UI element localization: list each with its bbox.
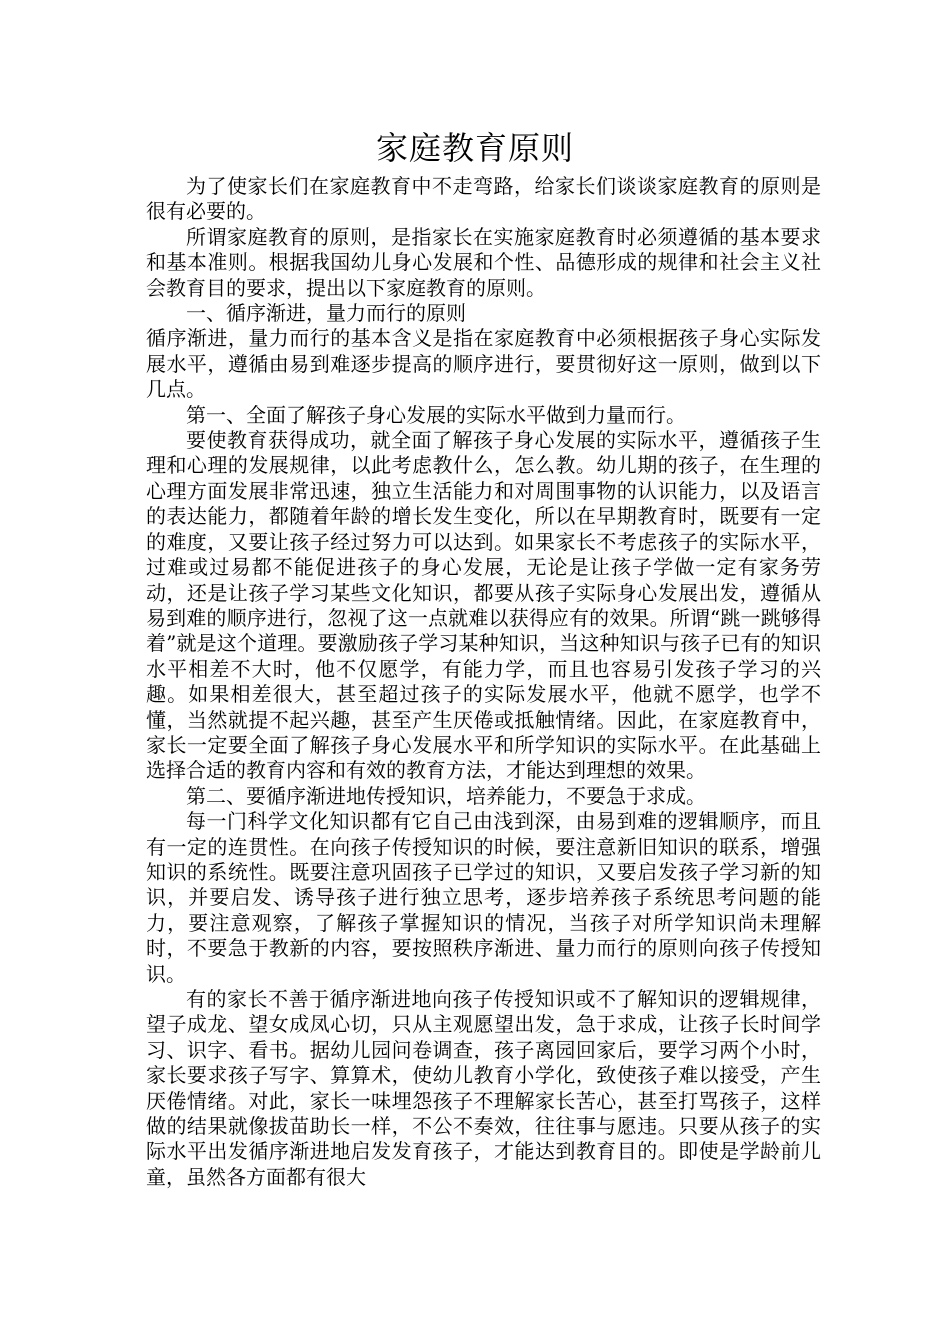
paragraph-first-detail: 要使教育获得成功，就全面了解孩子身心发展的实际水平，遵循孩子生理和心理的发展规律，以此考虑教什么，怎么教。幼儿期的孩子，在生理的心理方面发展非常迅速，独立生活能力和对周围事物的认识能力，以及语言的表达能力，都随着年龄的增长发生变化，所以在早期教育时，既要有一定的难度，又要让孩子经过努力可以达到。如果家长不考虑孩子的实际水平，过难或过易都不能促进孩子的身心发展，无论是让孩子学做一定有家务劳动，还是让孩子学习某些文化知识，都要从孩子实际身心发展出发，遵循从易到难的顺序进行，忽视了这一点就难以获得应有的效果。所谓“跳一跳够得着”就是这个道理。要激励孩子学习某种知识，当这种知识与孩子已有的知识水平相差不大时，他不仅愿学，有能力学，而且也容易引发孩子学习的兴趣。如果相差很大，甚至超过孩子的实际发展水平，他就不愿学，也学不懂，当然就提不起兴趣，甚至产生厌倦或抵触情绪。因此，在家庭教育中，家长一定要全面了解孩子身心发展水平和所学知识的实际水平。在此基础上选择合适的教育内容和有效的教育方法，才能达到理想的效果。 — [146, 428, 821, 783]
section-heading-principle-1: 一、循序渐进，量力而行的原则 — [186, 301, 466, 326]
document-title: 家庭教育原则 — [375, 129, 574, 167]
paragraph-definition: 所谓家庭教育的原则，是指家长在实施家庭教育时必须遵循的基本要求和基本准则。根据我国幼儿身心发展和个性、品德形成的规律和社会主义社会教育目的要求，提出以下家庭教育的原则。 — [146, 224, 821, 300]
paragraph-second-continued: 有的家长不善于循序渐进地向孩子传授知识或不了解知识的逻辑规律，望子成龙、望女成凤心切，只从主观愿望出发，急于求成，让孩子长时间学习、识字、看书。据幼儿园问卷调查，孩子离园回家后，要学习两个小时，家长要求孩子写字、算算术，使幼儿教育小学化，致使孩子难以接受，产生厌倦情绪。对此，家长一味埋怨孩子不理解家长苦心，甚至打骂孩子，这样做的结果就像拔苗助长一样，不公不奏效，往往事与愿违。只要从孩子的实际水平出发循序渐进地启发发育孩子，才能达到教育目的。即使是学龄前儿童，虽然各方面都有很大 — [146, 987, 821, 1189]
paragraph-intro: 为了使家长们在家庭教育中不走弯路，给家长们谈谈家庭教育的原则是很有必要的。 — [146, 174, 821, 224]
document-body — [146, 174, 821, 1190]
point-heading-second: 第二、要循序渐进地传授知识，培养能力，不要急于求成。 — [186, 783, 706, 808]
paragraph-principle-meaning: 循序渐进，量力而行的基本含义是指在家庭教育中必须根据孩子身心实际发展水平，遵循由易到难逐步提高的顺序进行，要贯彻好这一原则，做到以下几点。 — [146, 326, 821, 402]
paragraph-second-detail: 每一门科学文化知识都有它自己由浅到深，由易到难的逻辑顺序，而且有一定的连贯性。在向孩子传授知识的时候，要注意新旧知识的联系，增强知识的系统性。既要注意巩固孩子已学过的知识，又要启发孩子学习新的知识，并要启发、诱导孩子进行独立思考，逐步培养孩子系统思考问题的能力，要注意观察，了解孩子掌握知识的情况，当孩子对所学知识尚未理解时，不要急于教新的内容，要按照秩序渐进、量力而行的原则向孩子传授知识。 — [146, 809, 821, 986]
point-heading-first: 第一、全面了解孩子身心发展的实际水平做到力量而行。 — [186, 402, 686, 427]
